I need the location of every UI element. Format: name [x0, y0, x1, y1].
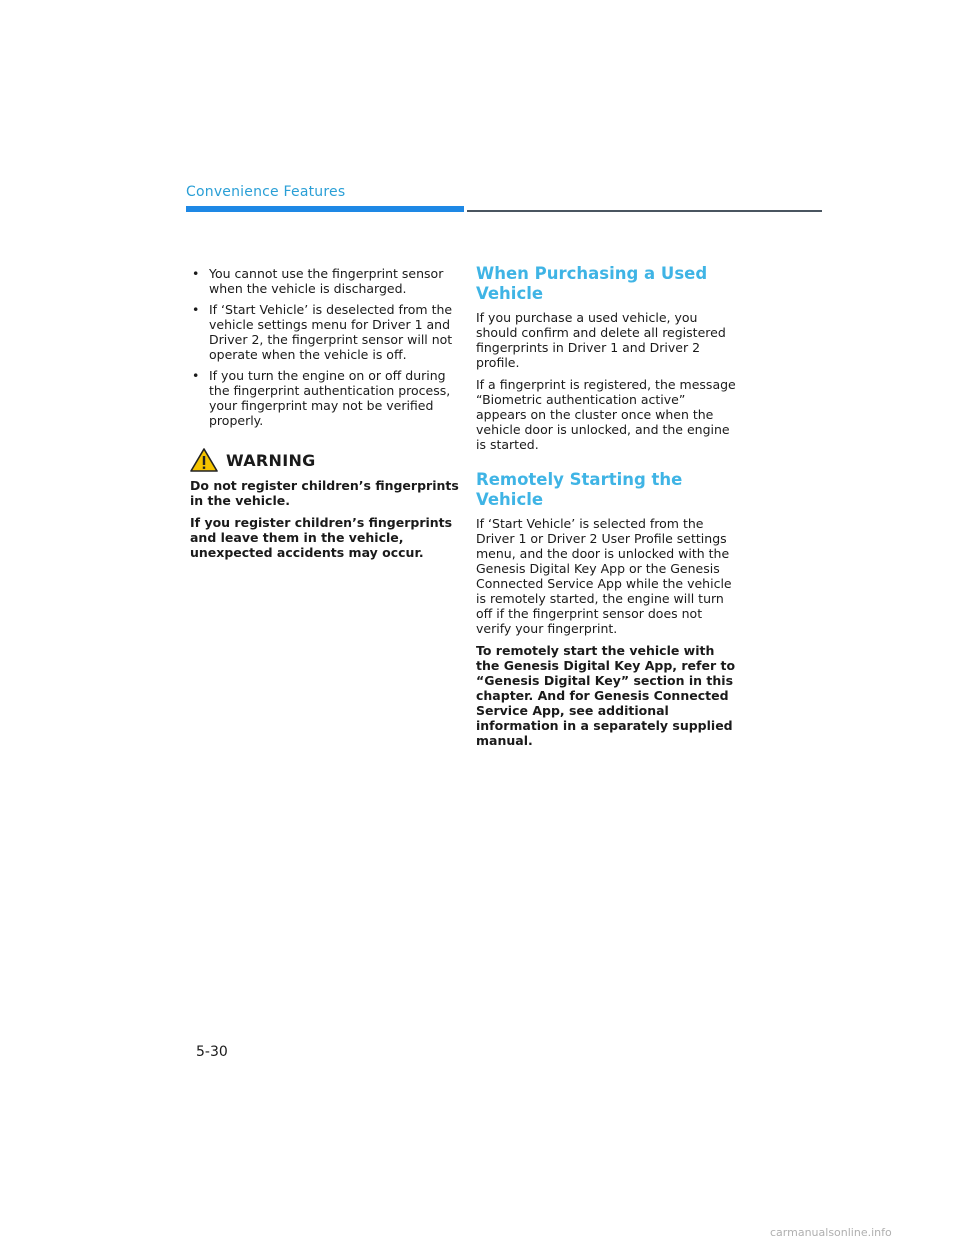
list-item: • If ‘Start Vehicle’ is deselected from the vehicle settings menu for Driver 1 and Driver 2, the fingerprint sensor will not operate when the vehicle is off. [190, 302, 462, 362]
section-title: Convenience Features [186, 184, 346, 200]
header-rule-blue [186, 206, 464, 212]
right-column [476, 264, 738, 755]
used-vehicle-paragraph: If a fingerprint is registered, the message “Biometric authentication active” appears on the cluster once when the vehicle door is unlocked, and the engine is started. [476, 377, 736, 452]
watermark: carmanualsonline.info [770, 1226, 892, 1239]
warning-box [190, 448, 462, 560]
used-vehicle-heading: When Purchasing a Used Vehicle [476, 264, 708, 303]
warning-title: WARNING [226, 450, 316, 470]
used-vehicle-paragraph: If you purchase a used vehicle, you should confirm and delete all registered fingerprints in Driver 1 and Driver 2 profile. [476, 310, 726, 370]
left-column [190, 266, 462, 567]
page-number: 5-30 [196, 1044, 228, 1060]
remote-start-note: To remotely start the vehicle with the Genesis Digital Key App, refer to “Genesis Digital Key” section in this chapter. And for Genesis Connected Service App, see additional information in a separately supplied manual. [476, 643, 736, 748]
warning-header [190, 448, 462, 472]
remote-start-heading: Remotely Starting the Vehicle [476, 470, 683, 509]
remote-start-paragraph: If ‘Start Vehicle’ is selected from the Driver 1 or Driver 2 User Profile settings menu, and the door is unlocked with the Genesis Digital Key App or the Genesis Connected Service App while the vehicle is remotely started, the engine will turn off if the fingerprint sensor does not verify your fingerprint. [476, 516, 732, 636]
warning-text: If you register children’s fingerprints and leave them in the vehicle, unexpected accidents may occur. [190, 515, 453, 560]
list-item: • If you turn the engine on or off during the fingerprint authentication process, your fingerprint may not be verified properly. [190, 368, 462, 428]
list-item: • You cannot use the fingerprint sensor when the vehicle is discharged. [190, 266, 462, 296]
warning-text: Do not register children’s fingerprints in the vehicle. [190, 478, 459, 508]
bullet-list [190, 266, 462, 428]
header-rule-gray [467, 210, 822, 212]
warning-triangle-icon [190, 448, 218, 472]
